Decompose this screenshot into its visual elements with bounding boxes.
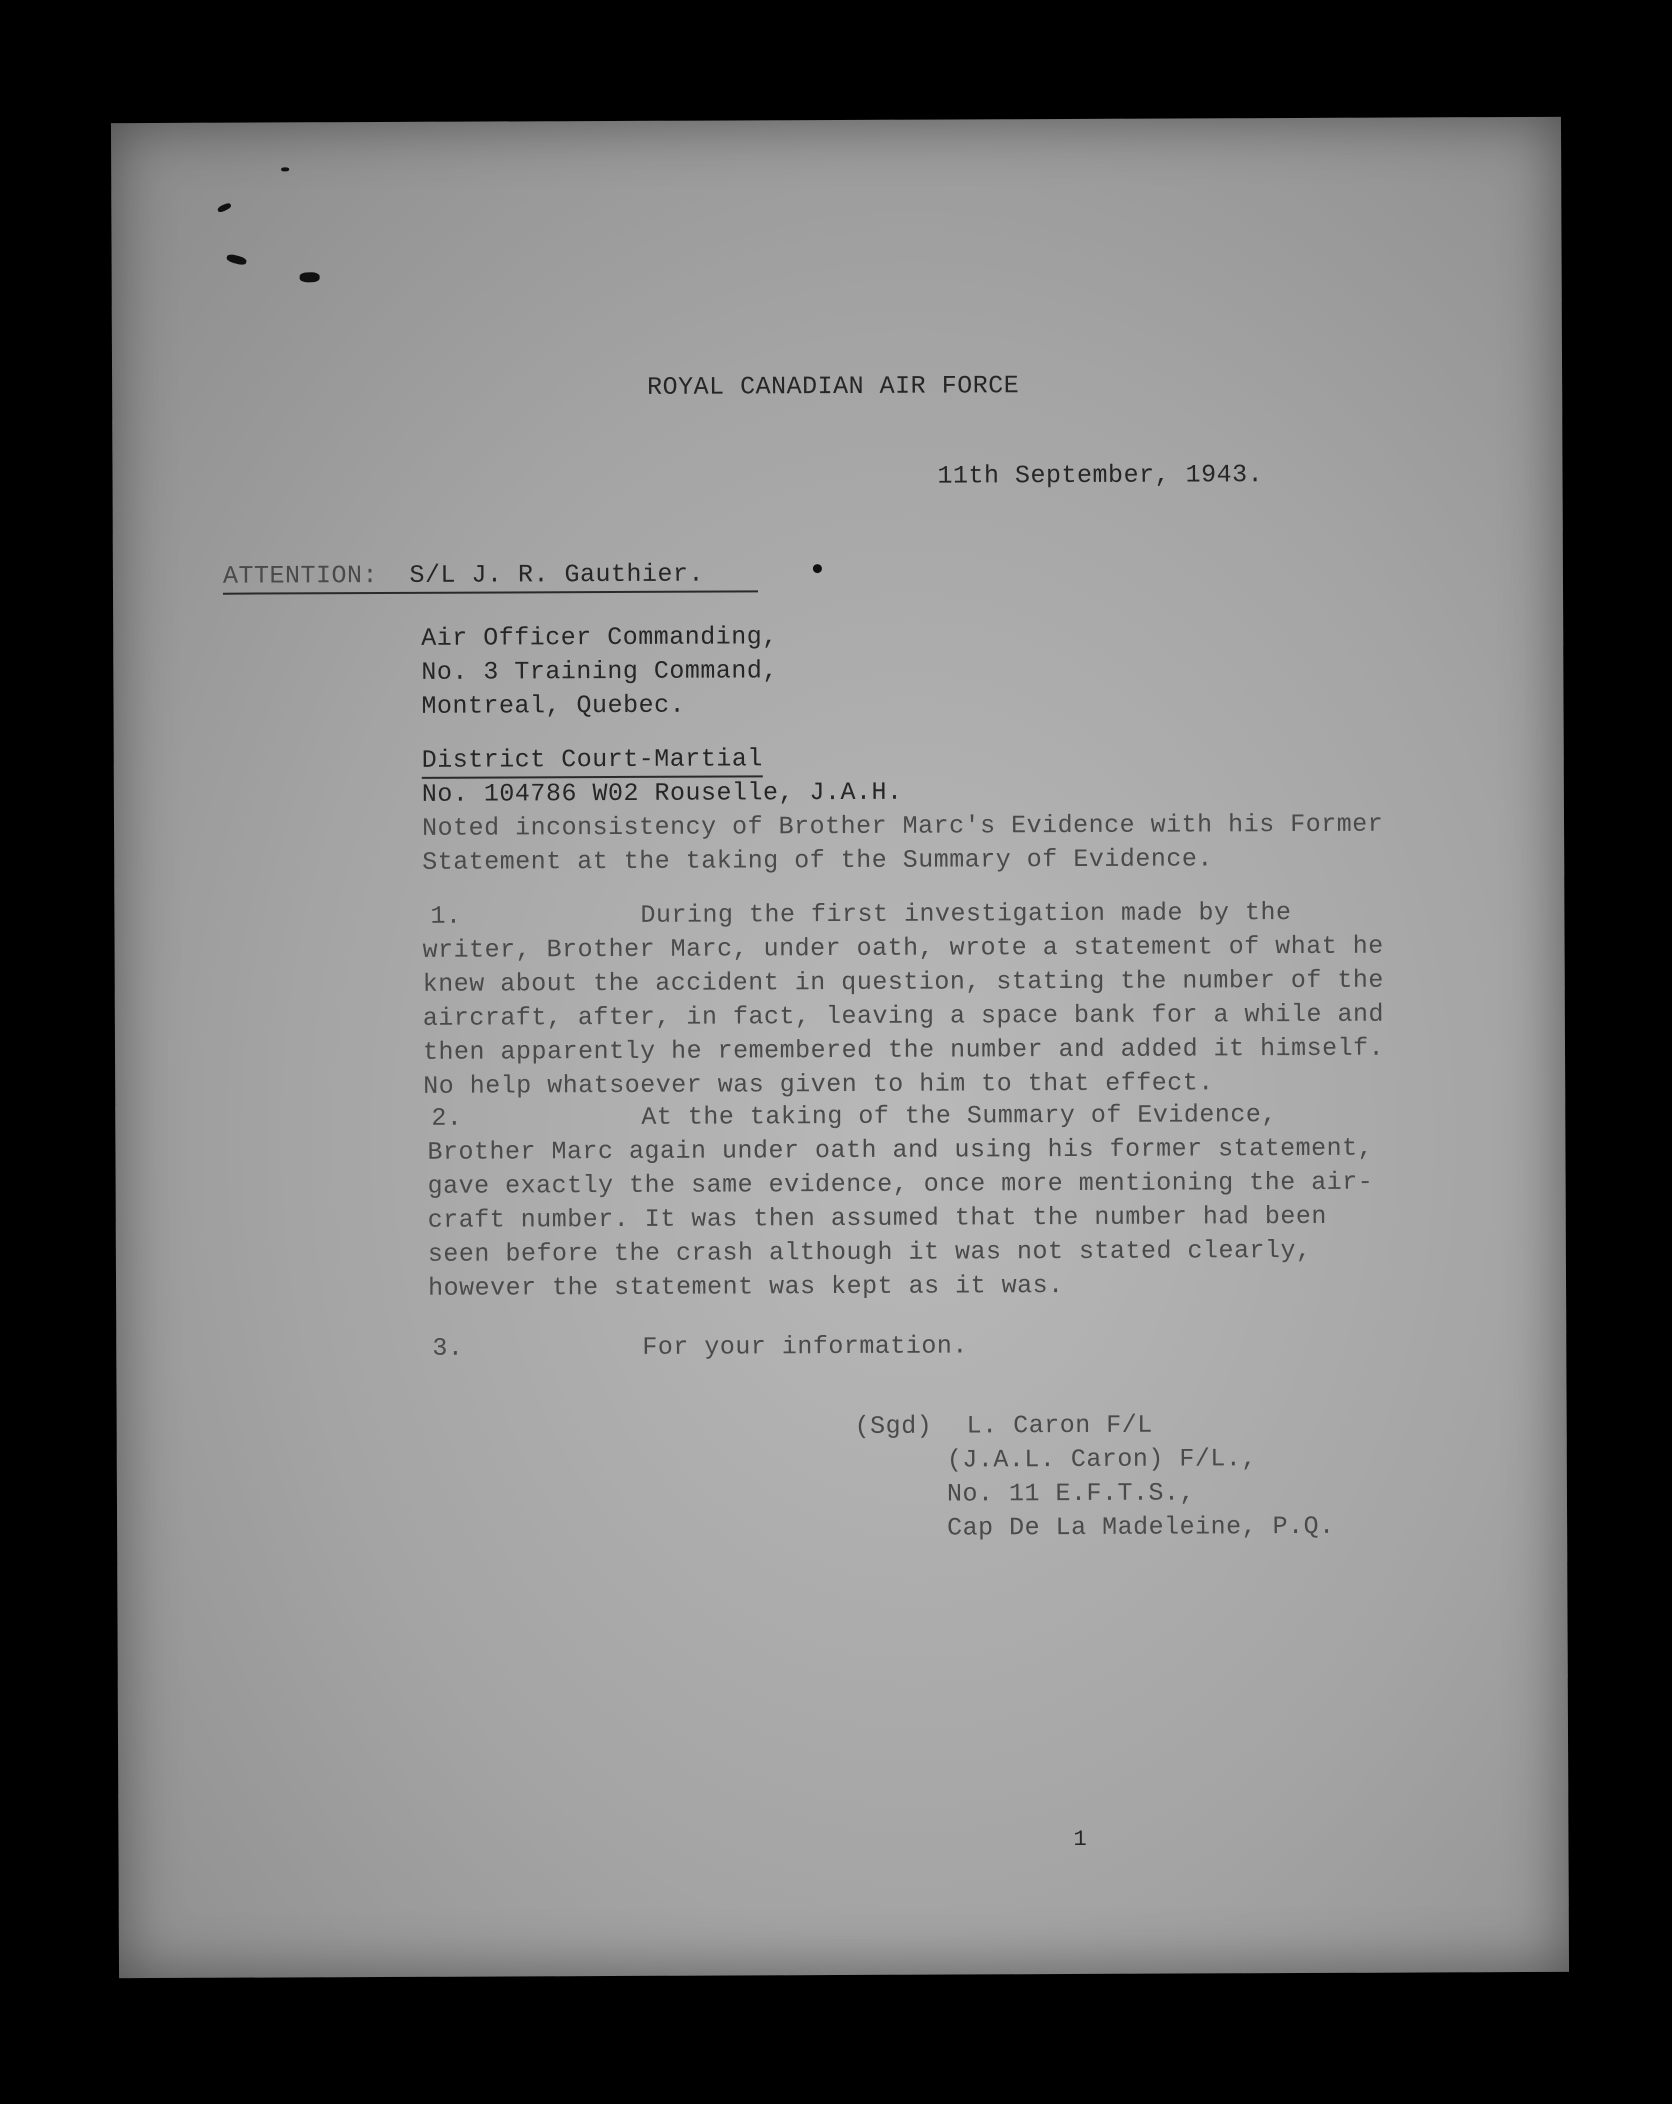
paragraph-lead-line — [422, 896, 1383, 934]
attention-label: ATTENTION: — [222, 561, 379, 591]
letterhead: ROYAL CANADIAN AIR FORCE — [647, 371, 1020, 402]
paragraph-line: aircraft, after, in fact, leaving a space bank for a while and — [422, 999, 1385, 1033]
paragraph-line: craft number. It was then assumed that the number had been — [427, 1201, 1327, 1235]
paragraph-lead: For your information. — [642, 1331, 968, 1362]
document-page — [111, 117, 1569, 1978]
subject-line: No. 104786 W02 Rouselle, J.A.H. — [421, 777, 903, 809]
signature-first-line — [855, 1408, 1335, 1444]
paragraph-lead: At the taking of the Summary of Evidence, — [641, 1100, 1277, 1132]
paragraph-number: 2. — [431, 1103, 463, 1133]
paragraph-line: seen before the crash although it was not stated clearly, — [427, 1235, 1312, 1269]
letter-date: 11th September, 1943. — [937, 460, 1264, 491]
recipient-block — [421, 620, 778, 724]
paragraph-number: 1. — [430, 901, 462, 931]
subject-line: Noted inconsistency of Brother Marc's Evidence with his Former — [421, 809, 1384, 843]
recipient-line: Montreal, Quebec. — [421, 690, 686, 721]
attention-line — [223, 559, 758, 594]
page-mark: 1 — [1073, 1826, 1088, 1852]
paragraph-line: Brother Marc again under oath and using his former statement, — [427, 1133, 1374, 1167]
scan-speck — [226, 253, 247, 266]
scan-speck — [217, 202, 232, 213]
paragraph-lead-line — [427, 1098, 1373, 1136]
signature-block — [855, 1408, 1335, 1546]
paragraph-lead: During the first investigation made by the — [640, 898, 1292, 930]
attention-name: S/L J. R. Gauthier. — [409, 559, 705, 590]
signature-line: No. 11 E.F.T.S., — [946, 1478, 1196, 1509]
recipient-line: No. 3 Training Command, — [421, 656, 778, 687]
paragraph-lead-line — [432, 1329, 968, 1365]
paragraph-2 — [427, 1098, 1374, 1306]
paragraph-line: then apparently he remembered the number and added it himself. — [422, 1033, 1385, 1067]
paragraph-line: however the statement was kept as it was. — [427, 1271, 1064, 1303]
signature-line: Cap De La Madeleine, P.Q. — [947, 1511, 1335, 1543]
paragraph-3 — [432, 1329, 968, 1365]
signature-line: L. Caron F/L — [966, 1410, 1153, 1441]
subject-line: Statement at the taking of the Summary of Evidence. — [422, 844, 1213, 877]
paragraph-1 — [422, 896, 1384, 1104]
subject-title-wrap — [422, 740, 1383, 778]
paragraph-line: gave exactly the same evidence, once more mentioning the air- — [427, 1167, 1374, 1201]
signature-prefix: (Sgd) — [854, 1411, 933, 1441]
subject-block — [422, 740, 1384, 880]
paragraph-line: knew about the accident in question, stating the number of the — [422, 965, 1384, 999]
paragraph-line: writer, Brother Marc, under oath, wrote a statement of what he — [422, 931, 1384, 965]
scan-speck — [281, 167, 289, 171]
paragraph-line: No help whatsoever was given to him to that effect. — [423, 1068, 1214, 1101]
scan-speck — [813, 564, 822, 573]
scan-speck — [300, 272, 320, 282]
subject-title: District Court-Martial — [422, 744, 763, 778]
paragraph-number: 3. — [432, 1333, 464, 1363]
signature-line: (J.A.L. Caron) F/L., — [946, 1444, 1257, 1475]
recipient-line: Air Officer Commanding, — [421, 622, 778, 653]
